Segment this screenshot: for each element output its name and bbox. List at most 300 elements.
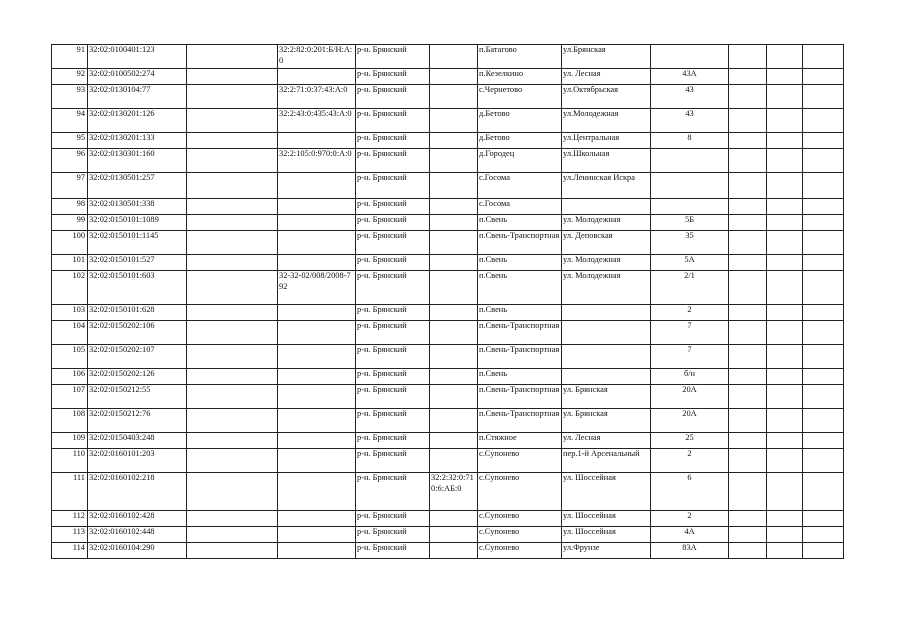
empty-cell bbox=[187, 133, 278, 149]
empty-cell bbox=[729, 409, 767, 433]
region: р-н. Брянский bbox=[356, 449, 430, 473]
empty-cell bbox=[729, 199, 767, 215]
other-number: 32:2:32:0:710:6:АБ:0 bbox=[430, 473, 478, 511]
row-number: 100 bbox=[52, 231, 88, 255]
empty-cell bbox=[803, 215, 844, 231]
house-number: 5Б bbox=[651, 215, 729, 231]
table-row bbox=[52, 385, 844, 409]
other-number bbox=[430, 385, 478, 409]
empty-cell bbox=[187, 255, 278, 271]
street: ул. Брянская bbox=[562, 385, 651, 409]
empty-cell bbox=[729, 45, 767, 69]
empty-cell bbox=[729, 321, 767, 345]
street: ул. Шоссейная bbox=[562, 527, 651, 543]
other-number bbox=[430, 409, 478, 433]
street: ул. Молодежная bbox=[562, 255, 651, 271]
house-number: 43 bbox=[651, 85, 729, 109]
house-number: 2/1 bbox=[651, 271, 729, 305]
house-number: 25 bbox=[651, 433, 729, 449]
house-number bbox=[651, 149, 729, 173]
cadastral-number: 32:02:0130501:338 bbox=[88, 199, 187, 215]
address-table bbox=[51, 44, 844, 559]
locality: п.Свень-Транспортная bbox=[478, 409, 562, 433]
region: р-н. Брянский bbox=[356, 385, 430, 409]
street bbox=[562, 369, 651, 385]
empty-cell bbox=[767, 473, 803, 511]
house-number: 5А bbox=[651, 255, 729, 271]
table-row bbox=[52, 85, 844, 109]
empty-cell bbox=[803, 511, 844, 527]
empty-cell bbox=[803, 321, 844, 345]
locality: с.Супонево bbox=[478, 527, 562, 543]
old-number bbox=[278, 199, 356, 215]
empty-cell bbox=[729, 173, 767, 199]
empty-cell bbox=[729, 433, 767, 449]
old-number bbox=[278, 173, 356, 199]
old-number: 32:2:105:0:970:0:А:0 bbox=[278, 149, 356, 173]
region: р-н. Брянский bbox=[356, 173, 430, 199]
other-number bbox=[430, 527, 478, 543]
house-number: 43 bbox=[651, 109, 729, 133]
empty-cell bbox=[187, 45, 278, 69]
cadastral-number: 32:02:0160102:218 bbox=[88, 473, 187, 511]
region: р-н. Брянский bbox=[356, 345, 430, 369]
old-number: 32-32-02/008/2008-792 bbox=[278, 271, 356, 305]
empty-cell bbox=[803, 69, 844, 85]
cadastral-number: 32:02:0130104:77 bbox=[88, 85, 187, 109]
other-number bbox=[430, 369, 478, 385]
region: р-н. Брянский bbox=[356, 409, 430, 433]
empty-cell bbox=[803, 409, 844, 433]
row-number: 108 bbox=[52, 409, 88, 433]
empty-cell bbox=[187, 511, 278, 527]
empty-cell bbox=[187, 69, 278, 85]
other-number bbox=[430, 271, 478, 305]
locality: с.Госома bbox=[478, 173, 562, 199]
empty-cell bbox=[187, 385, 278, 409]
table-row bbox=[52, 69, 844, 85]
empty-cell bbox=[187, 473, 278, 511]
other-number bbox=[430, 173, 478, 199]
empty-cell bbox=[803, 369, 844, 385]
region: р-н. Брянский bbox=[356, 473, 430, 511]
old-number bbox=[278, 69, 356, 85]
table-row bbox=[52, 271, 844, 305]
region: р-н. Брянский bbox=[356, 271, 430, 305]
street: ул. Брянская bbox=[562, 409, 651, 433]
street: ул. Лесная bbox=[562, 69, 651, 85]
region: р-н. Брянский bbox=[356, 543, 430, 559]
other-number bbox=[430, 133, 478, 149]
street: ул.Молодежная bbox=[562, 109, 651, 133]
table-row bbox=[52, 305, 844, 321]
locality: п.Свень-Транспортная bbox=[478, 231, 562, 255]
other-number bbox=[430, 255, 478, 271]
locality: п.Свень bbox=[478, 255, 562, 271]
empty-cell bbox=[803, 85, 844, 109]
empty-cell bbox=[729, 305, 767, 321]
locality: п.Свень-Транспортная bbox=[478, 321, 562, 345]
old-number bbox=[278, 369, 356, 385]
empty-cell bbox=[767, 409, 803, 433]
cadastral-number: 32:02:0130301:160 bbox=[88, 149, 187, 173]
street: ул.Школьная bbox=[562, 149, 651, 173]
empty-cell bbox=[729, 69, 767, 85]
empty-cell bbox=[767, 369, 803, 385]
cadastral-number: 32:02:0150202:107 bbox=[88, 345, 187, 369]
table-row bbox=[52, 433, 844, 449]
cadastral-number: 32:02:0130201:133 bbox=[88, 133, 187, 149]
other-number bbox=[430, 345, 478, 369]
table-row bbox=[52, 449, 844, 473]
other-number bbox=[430, 45, 478, 69]
table-row bbox=[52, 511, 844, 527]
empty-cell bbox=[729, 109, 767, 133]
old-number: 32:2:82:0:201:Б/Н:А:0 bbox=[278, 45, 356, 69]
cadastral-number: 32:02:0150212:55 bbox=[88, 385, 187, 409]
empty-cell bbox=[803, 199, 844, 215]
other-number bbox=[430, 231, 478, 255]
row-number: 112 bbox=[52, 511, 88, 527]
empty-cell bbox=[767, 321, 803, 345]
empty-cell bbox=[767, 449, 803, 473]
empty-cell bbox=[767, 215, 803, 231]
empty-cell bbox=[187, 199, 278, 215]
empty-cell bbox=[187, 231, 278, 255]
empty-cell bbox=[803, 271, 844, 305]
cadastral-number: 32:02:0160101:203 bbox=[88, 449, 187, 473]
empty-cell bbox=[187, 345, 278, 369]
other-number bbox=[430, 215, 478, 231]
house-number: 43А bbox=[651, 69, 729, 85]
empty-cell bbox=[767, 133, 803, 149]
region: р-н. Брянский bbox=[356, 215, 430, 231]
row-number: 104 bbox=[52, 321, 88, 345]
old-number bbox=[278, 527, 356, 543]
region: р-н. Брянский bbox=[356, 321, 430, 345]
empty-cell bbox=[187, 449, 278, 473]
empty-cell bbox=[767, 433, 803, 449]
empty-cell bbox=[803, 449, 844, 473]
empty-cell bbox=[767, 109, 803, 133]
street: ул. Молодежная bbox=[562, 215, 651, 231]
table-row bbox=[52, 369, 844, 385]
locality: п.Батагово bbox=[478, 45, 562, 69]
empty-cell bbox=[767, 231, 803, 255]
old-number: 32:2:71:0:37:43:А:0 bbox=[278, 85, 356, 109]
street bbox=[562, 321, 651, 345]
house-number: 2 bbox=[651, 305, 729, 321]
empty-cell bbox=[767, 305, 803, 321]
row-number: 103 bbox=[52, 305, 88, 321]
empty-cell bbox=[187, 321, 278, 345]
empty-cell bbox=[767, 255, 803, 271]
table-row bbox=[52, 409, 844, 433]
cadastral-number: 32:02:0160102:448 bbox=[88, 527, 187, 543]
row-number: 96 bbox=[52, 149, 88, 173]
cadastral-number: 32:02:0130201:126 bbox=[88, 109, 187, 133]
empty-cell bbox=[187, 173, 278, 199]
row-number: 105 bbox=[52, 345, 88, 369]
empty-cell bbox=[803, 305, 844, 321]
empty-cell bbox=[729, 385, 767, 409]
region: р-н. Брянский bbox=[356, 369, 430, 385]
cadastral-number: 32:02:0150101:1145 bbox=[88, 231, 187, 255]
row-number: 99 bbox=[52, 215, 88, 231]
empty-cell bbox=[767, 543, 803, 559]
locality: п.Свень bbox=[478, 215, 562, 231]
locality: с.Супонево bbox=[478, 449, 562, 473]
row-number: 97 bbox=[52, 173, 88, 199]
table-row bbox=[52, 173, 844, 199]
empty-cell bbox=[803, 345, 844, 369]
house-number: 6 bbox=[651, 473, 729, 511]
house-number: 83А bbox=[651, 543, 729, 559]
old-number bbox=[278, 255, 356, 271]
empty-cell bbox=[803, 173, 844, 199]
row-number: 93 bbox=[52, 85, 88, 109]
empty-cell bbox=[767, 511, 803, 527]
table-row bbox=[52, 149, 844, 173]
table-row bbox=[52, 45, 844, 69]
house-number: 35 bbox=[651, 231, 729, 255]
street bbox=[562, 345, 651, 369]
empty-cell bbox=[767, 45, 803, 69]
table-row bbox=[52, 345, 844, 369]
empty-cell bbox=[767, 385, 803, 409]
empty-cell bbox=[803, 385, 844, 409]
locality: д.Городец bbox=[478, 149, 562, 173]
old-number: 32:2:43:0:435:43:А:0 bbox=[278, 109, 356, 133]
table-row bbox=[52, 321, 844, 345]
region: р-н. Брянский bbox=[356, 305, 430, 321]
empty-cell bbox=[729, 85, 767, 109]
empty-cell bbox=[729, 543, 767, 559]
locality: п.Свень bbox=[478, 305, 562, 321]
empty-cell bbox=[767, 345, 803, 369]
street: ул.Центральная bbox=[562, 133, 651, 149]
table-row bbox=[52, 255, 844, 271]
empty-cell bbox=[729, 271, 767, 305]
other-number bbox=[430, 449, 478, 473]
old-number bbox=[278, 511, 356, 527]
locality: с.Супонево bbox=[478, 473, 562, 511]
empty-cell bbox=[729, 133, 767, 149]
empty-cell bbox=[767, 173, 803, 199]
cadastral-number: 32:02:0100401:123 bbox=[88, 45, 187, 69]
empty-cell bbox=[187, 109, 278, 133]
empty-cell bbox=[187, 527, 278, 543]
empty-cell bbox=[803, 133, 844, 149]
old-number bbox=[278, 305, 356, 321]
house-number: 2 bbox=[651, 511, 729, 527]
locality: с.Супонево bbox=[478, 511, 562, 527]
old-number bbox=[278, 543, 356, 559]
street: ул.Ленинская Искра bbox=[562, 173, 651, 199]
house-number bbox=[651, 173, 729, 199]
table-row bbox=[52, 231, 844, 255]
cadastral-number: 32:02:0150101:527 bbox=[88, 255, 187, 271]
row-number: 95 bbox=[52, 133, 88, 149]
row-number: 92 bbox=[52, 69, 88, 85]
region: р-н. Брянский bbox=[356, 199, 430, 215]
empty-cell bbox=[187, 271, 278, 305]
region: р-н. Брянский bbox=[356, 511, 430, 527]
locality: д.Бетово bbox=[478, 109, 562, 133]
street: ул.Фрунзе bbox=[562, 543, 651, 559]
row-number: 107 bbox=[52, 385, 88, 409]
locality: п.Свень bbox=[478, 271, 562, 305]
house-number: 4А bbox=[651, 527, 729, 543]
region: р-н. Брянский bbox=[356, 255, 430, 271]
row-number: 113 bbox=[52, 527, 88, 543]
row-number: 106 bbox=[52, 369, 88, 385]
empty-cell bbox=[767, 199, 803, 215]
region: р-н. Брянский bbox=[356, 109, 430, 133]
empty-cell bbox=[187, 543, 278, 559]
empty-cell bbox=[803, 109, 844, 133]
region: р-н. Брянский bbox=[356, 69, 430, 85]
locality: с.Госома bbox=[478, 199, 562, 215]
empty-cell bbox=[729, 449, 767, 473]
locality: п.Свень-Транспортная bbox=[478, 385, 562, 409]
row-number: 91 bbox=[52, 45, 88, 69]
house-number: 2 bbox=[651, 449, 729, 473]
old-number bbox=[278, 345, 356, 369]
street bbox=[562, 305, 651, 321]
other-number bbox=[430, 433, 478, 449]
empty-cell bbox=[803, 255, 844, 271]
other-number bbox=[430, 85, 478, 109]
empty-cell bbox=[729, 511, 767, 527]
empty-cell bbox=[729, 255, 767, 271]
empty-cell bbox=[767, 69, 803, 85]
house-number: 7 bbox=[651, 345, 729, 369]
old-number bbox=[278, 449, 356, 473]
locality: п.Стяжное bbox=[478, 433, 562, 449]
other-number bbox=[430, 321, 478, 345]
cadastral-number: 32:02:0150403:248 bbox=[88, 433, 187, 449]
other-number bbox=[430, 511, 478, 527]
locality: п.Свень bbox=[478, 369, 562, 385]
table-row bbox=[52, 527, 844, 543]
street: ул.Брянская bbox=[562, 45, 651, 69]
empty-cell bbox=[729, 231, 767, 255]
house-number: 20А bbox=[651, 385, 729, 409]
empty-cell bbox=[729, 527, 767, 543]
row-number: 111 bbox=[52, 473, 88, 511]
table-row bbox=[52, 473, 844, 511]
cadastral-number: 32:02:0150202:106 bbox=[88, 321, 187, 345]
cadastral-number: 32:02:0100502:274 bbox=[88, 69, 187, 85]
house-number bbox=[651, 45, 729, 69]
empty-cell bbox=[187, 433, 278, 449]
empty-cell bbox=[803, 231, 844, 255]
locality: п.Кезелкино bbox=[478, 69, 562, 85]
empty-cell bbox=[187, 369, 278, 385]
empty-cell bbox=[803, 473, 844, 511]
region: р-н. Брянский bbox=[356, 527, 430, 543]
row-number: 114 bbox=[52, 543, 88, 559]
empty-cell bbox=[767, 149, 803, 173]
table-row bbox=[52, 199, 844, 215]
row-number: 101 bbox=[52, 255, 88, 271]
street: пер.1-й Арсенальный bbox=[562, 449, 651, 473]
street: ул. Шоссейная bbox=[562, 511, 651, 527]
row-number: 109 bbox=[52, 433, 88, 449]
cadastral-number: 32:02:0150202:126 bbox=[88, 369, 187, 385]
street: ул. Шоссейная bbox=[562, 473, 651, 511]
region: р-н. Брянский bbox=[356, 433, 430, 449]
empty-cell bbox=[767, 271, 803, 305]
region: р-н. Брянский bbox=[356, 231, 430, 255]
empty-cell bbox=[187, 305, 278, 321]
other-number bbox=[430, 199, 478, 215]
empty-cell bbox=[803, 149, 844, 173]
house-number: 7 bbox=[651, 321, 729, 345]
empty-cell bbox=[187, 85, 278, 109]
region: р-н. Брянский bbox=[356, 85, 430, 109]
old-number bbox=[278, 409, 356, 433]
cadastral-number: 32:02:0150101:628 bbox=[88, 305, 187, 321]
table-row bbox=[52, 109, 844, 133]
region: р-н. Брянский bbox=[356, 133, 430, 149]
street: ул. Молодежная bbox=[562, 271, 651, 305]
empty-cell bbox=[729, 473, 767, 511]
old-number bbox=[278, 385, 356, 409]
locality: с.Чернетово bbox=[478, 85, 562, 109]
old-number bbox=[278, 473, 356, 511]
table-row bbox=[52, 543, 844, 559]
region: р-н. Брянский bbox=[356, 149, 430, 173]
empty-cell bbox=[767, 85, 803, 109]
street: ул. Лесная bbox=[562, 433, 651, 449]
empty-cell bbox=[803, 45, 844, 69]
old-number bbox=[278, 133, 356, 149]
old-number bbox=[278, 215, 356, 231]
other-number bbox=[430, 69, 478, 85]
cadastral-number: 32:02:0150101:1089 bbox=[88, 215, 187, 231]
other-number bbox=[430, 109, 478, 133]
street: ул.Октябрьская bbox=[562, 85, 651, 109]
locality: п.Свень-Транспортная bbox=[478, 345, 562, 369]
street bbox=[562, 199, 651, 215]
locality: с.Супонево bbox=[478, 543, 562, 559]
old-number bbox=[278, 231, 356, 255]
cadastral-number: 32:02:0130501:257 bbox=[88, 173, 187, 199]
locality: д.Бетово bbox=[478, 133, 562, 149]
other-number bbox=[430, 149, 478, 173]
house-number bbox=[651, 199, 729, 215]
cadastral-number: 32:02:0160102:428 bbox=[88, 511, 187, 527]
old-number bbox=[278, 433, 356, 449]
table-row bbox=[52, 215, 844, 231]
empty-cell bbox=[767, 527, 803, 543]
empty-cell bbox=[803, 527, 844, 543]
empty-cell bbox=[187, 149, 278, 173]
region: р-н. Брянский bbox=[356, 45, 430, 69]
old-number bbox=[278, 321, 356, 345]
cadastral-number: 32:02:0160104:290 bbox=[88, 543, 187, 559]
empty-cell bbox=[729, 149, 767, 173]
row-number: 102 bbox=[52, 271, 88, 305]
row-number: 94 bbox=[52, 109, 88, 133]
empty-cell bbox=[729, 215, 767, 231]
cadastral-number: 32:02:0150101:603 bbox=[88, 271, 187, 305]
empty-cell bbox=[729, 369, 767, 385]
empty-cell bbox=[729, 345, 767, 369]
empty-cell bbox=[187, 409, 278, 433]
